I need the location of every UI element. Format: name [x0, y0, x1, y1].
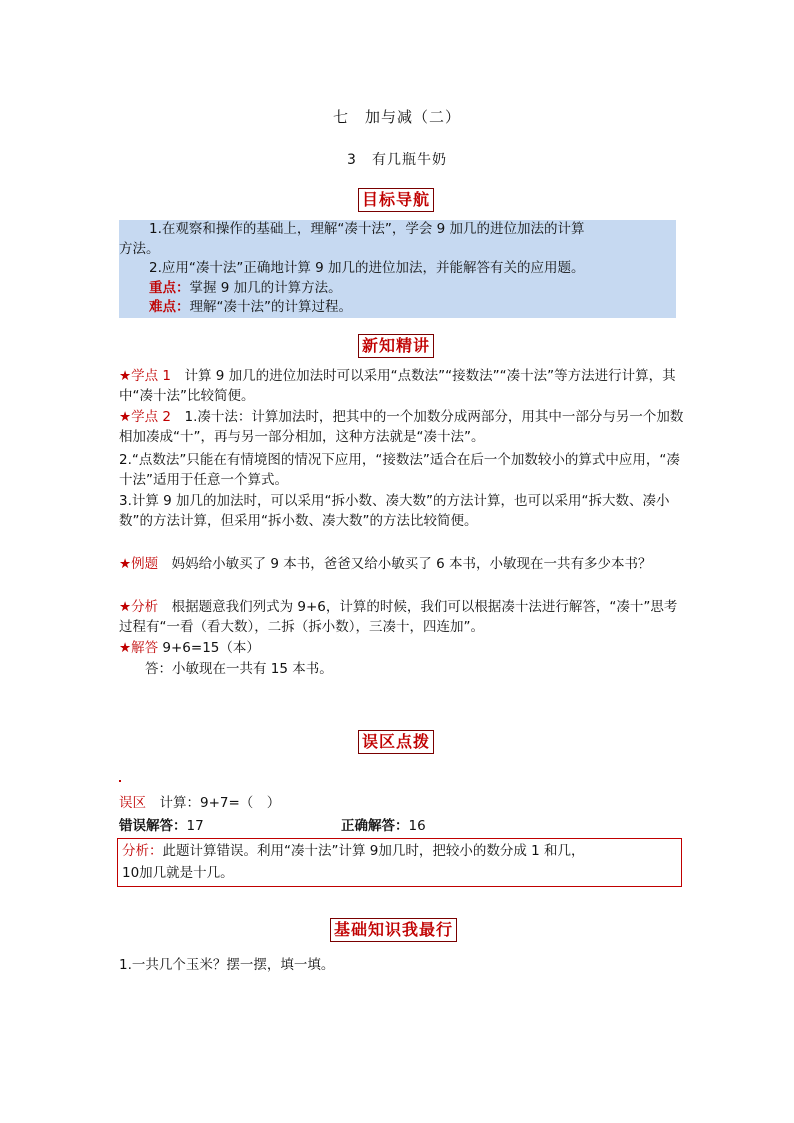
study-point-1-label: ★学点 1: [119, 368, 171, 384]
goal-2: 2.应用“凑十法”正确地计算 9 加几的进位加法，并能解答有关的应用题。: [149, 260, 585, 276]
chapter-title: 七 加与减（二）: [332, 108, 461, 126]
wrong-answer: [119, 816, 204, 836]
example-label: ★例题: [119, 556, 159, 572]
lesson-title: 3 有几瓶牛奶: [347, 152, 447, 168]
example-text: 妈妈给小敏买了 9 本书，爸爸又给小敏买了 6 本书，小敏现在一共有多少本书？: [158, 556, 652, 572]
mistake-analysis-text: 此题计算错误。利用“凑十法”计算 9加几时，把较小的数分成 1 和几，: [162, 843, 585, 859]
hard-text: 理解“凑十法”的计算过程。: [189, 299, 352, 315]
solution-text: 9+6=15（本）: [162, 640, 260, 656]
mistake-label: 误区: [119, 795, 146, 811]
exercise-1: 1.一共几个玉米？摆一摆，填一填。: [119, 957, 335, 973]
mistake-question: [119, 793, 280, 813]
solution: [119, 639, 684, 659]
solution-answer: 答：小敏现在一共有 15 本书。: [145, 661, 333, 677]
analysis-label: ★分析: [119, 599, 159, 615]
example-analysis: [119, 598, 684, 637]
mistake-analysis-box: [117, 838, 682, 887]
difficult-point: [119, 298, 676, 318]
right-value: 16: [408, 818, 426, 834]
hard-label: 难点：: [149, 299, 190, 315]
key-text: 掌握 9 加几的计算方法。: [189, 279, 342, 296]
section-heading-basic: 基础知识我最行: [330, 918, 457, 942]
study-point-1: [119, 367, 684, 406]
marker-dot: [119, 780, 121, 782]
solution-label: ★解答: [119, 640, 159, 656]
goal-1-cont: 方法。: [119, 240, 160, 257]
wrong-value: 17: [186, 818, 204, 834]
mistake-analysis-line1: [122, 840, 677, 862]
study-point-2: [119, 408, 684, 447]
study-point-2-label: ★学点 2: [119, 409, 171, 425]
right-answer: [341, 816, 426, 836]
analysis-text: 根据题意我们列式为 9+6，计算的时候，我们可以根据凑十法进行解答，“凑十”思考过程有“一看（看大数），二拆（拆小数），三凑十，四连加”。: [119, 599, 678, 635]
study-point-2-item-2: 2.“点数法”只能在有情境图的情况下应用，“接数法”适合在后一个加数较小的算式中应用，“凑十法”适用于任意一个算式。: [119, 452, 680, 488]
mistake-analysis-line2: 10加几就是十几。: [122, 865, 234, 881]
wrong-label: 错误解答：: [119, 818, 187, 834]
mistake-analysis-label: 分析：: [122, 843, 163, 859]
mistake-question-text: 计算：9+7=（ ）: [146, 795, 281, 811]
goals-box: [119, 220, 676, 318]
study-point-1-text: 计算 9 加几的进位加法时可以采用“点数法”“接数法”“凑十法”等方法进行计算，其中“凑十法”比较简便。: [119, 368, 676, 404]
key-label: 重点：: [149, 279, 190, 296]
right-label: 正确解答：: [341, 818, 409, 834]
key-point: [119, 279, 676, 299]
study-point-2-text: 1.凑十法：计算加法时，把其中的一个加数分成两部分，用其中一部分与另一个加数相加凑成“十”，再与另一部分相加，这种方法就是“凑十法”。: [119, 409, 684, 445]
section-heading-new: 新知精讲: [358, 334, 434, 358]
example: [119, 555, 684, 575]
study-point-2-item-3: 3.计算 9 加几的加法时，可以采用“拆小数、凑大数”的方法计算，也可以采用“拆大数、凑小数”的方法计算，但采用“拆小数、凑大数”的方法比较简便。: [119, 493, 670, 529]
goal-1: 1.在观察和操作的基础上，理解“凑十法”，学会 9 加几的进位加法的计算: [149, 221, 585, 237]
section-heading-goals: 目标导航: [358, 188, 434, 212]
section-heading-mistake: 误区点拨: [358, 730, 434, 754]
